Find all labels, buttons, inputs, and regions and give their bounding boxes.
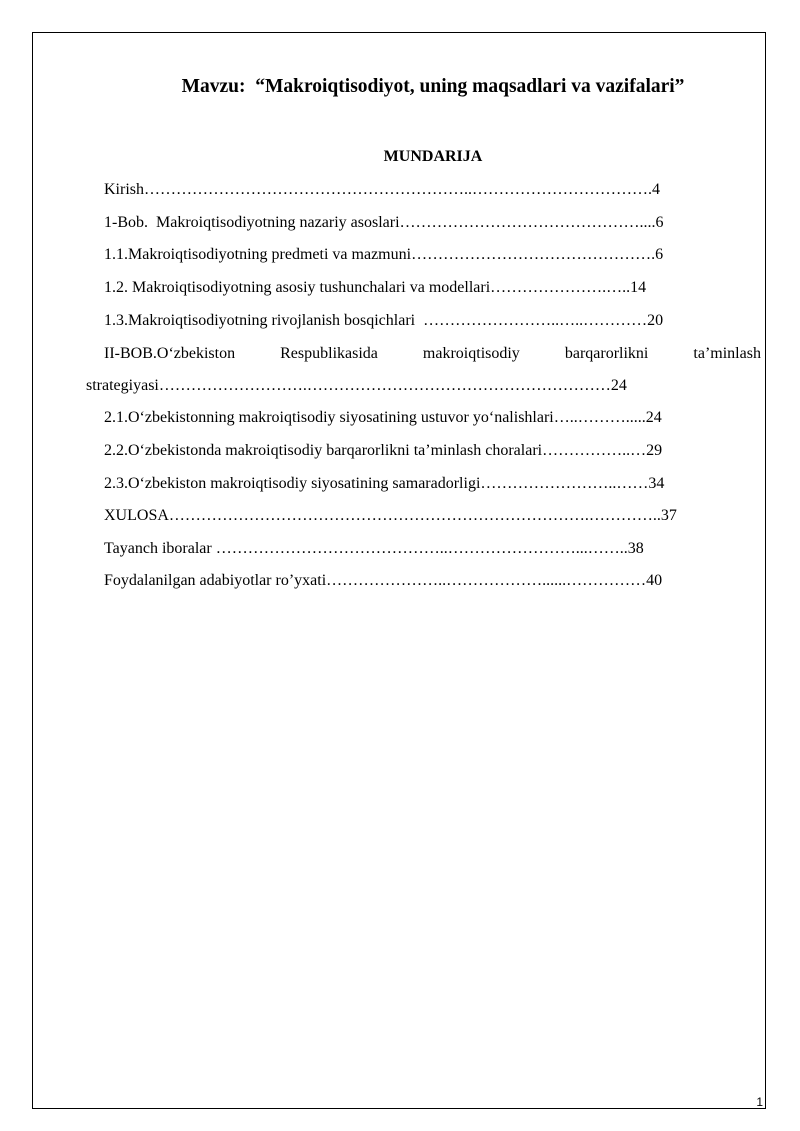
toc-word: makroiqtisodiy bbox=[422, 345, 520, 362]
toc-word: barqarorlikni bbox=[564, 345, 649, 362]
toc-entry-tayanch: Tayanch iboralar ……………………………………..……………………...……..38 bbox=[104, 540, 644, 557]
document-title: Mavzu: “Makroiqtisodiyot, uning maqsadlari va vazifalari” bbox=[181, 76, 685, 97]
toc-entry-1-1: 1.1.Makroiqtisodiyotning predmeti va mazmuni……………………………………….6 bbox=[104, 246, 664, 263]
toc-entry-1-3: 1.3.Makroiqtisodiyotning rivojlanish bosqichlari ……………………..…..…………20 bbox=[104, 312, 664, 329]
toc-entry-foydalanilgan: Foydalanilgan adabiyotlar ro’yxati…………………..………………......……………40 bbox=[104, 572, 663, 589]
page-number: 1 bbox=[756, 1095, 763, 1109]
toc-word: II-BOB.O‘zbekiston bbox=[104, 345, 236, 362]
toc-word: Respublikasida bbox=[280, 345, 378, 362]
toc-entry-1-2: 1.2. Makroiqtisodiyotning asosiy tushunchalari va modellari………………….…..14 bbox=[104, 279, 647, 296]
toc-entry-kirish: Kirish……………………………………………………..…………………………….4 bbox=[104, 181, 660, 198]
toc-entry-2-3: 2.3.O‘zbekiston makroiqtisodiy siyosatining samaradorligi……………………..……34 bbox=[104, 475, 665, 492]
toc-entry-bob2-continued: strategiyasi……………………….…………………………………………………24 bbox=[86, 377, 627, 394]
toc-word: ta’minlash bbox=[693, 345, 761, 362]
toc-heading: MUNDARIJA bbox=[383, 148, 483, 165]
toc-entry-bob2 bbox=[104, 344, 761, 364]
toc-entry-bob1: 1-Bob. Makroiqtisodiyotning nazariy asoslari………………………………………....6 bbox=[104, 214, 664, 231]
toc-entry-2-1: 2.1.O‘zbekistonning makroiqtisodiy siyosatining ustuvor yo‘nalishlari…..……….....24 bbox=[104, 409, 662, 426]
toc-entry-xulosa: XULOSA…………………………………………………………………….…………..37 bbox=[104, 507, 677, 524]
toc-entry-2-2: 2.2.O‘zbekistonda makroiqtisodiy barqarorlikni ta’minlash choralari……………..…29 bbox=[104, 442, 663, 459]
